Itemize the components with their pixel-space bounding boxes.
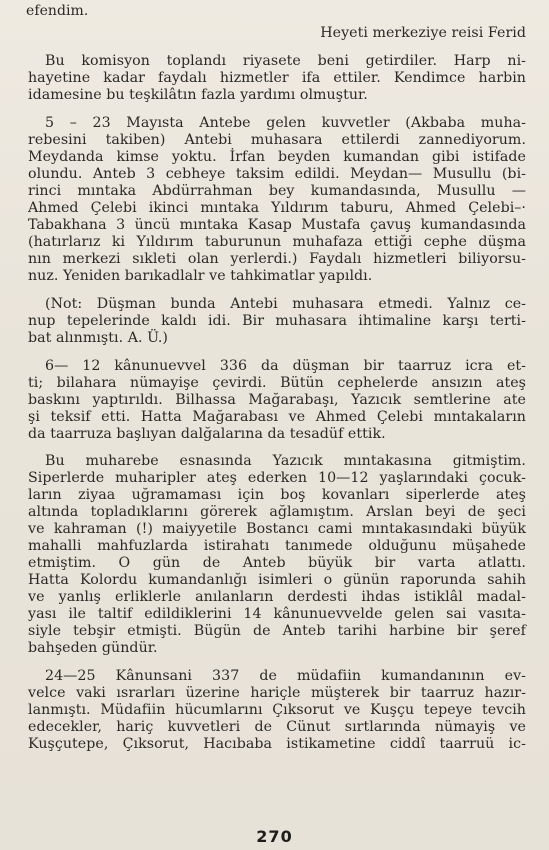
body-line: ti; bilahara nümayişe çevirdi. Bütün cephelerde ansızın ateş bbox=[28, 375, 526, 391]
signature-line: Heyeti merkeziye reisi Ferid bbox=[320, 25, 526, 41]
body-line: olundu. Anteb 3 cebheye taksim edildi. Meydan— Musullu (bi- bbox=[28, 166, 526, 182]
body-line: siyle tebşir etmişti. Bügün de Anteb tarihi harbine bir şeref bbox=[28, 623, 526, 639]
body-line: ların ziyaa uğramaması için boş kovanları siperlerde ateş bbox=[28, 487, 526, 503]
body-line: 6— 12 kânunuevvel 336 da düşman bir taarruz icra et- bbox=[45, 358, 526, 374]
body-line: 24—25 Kânunsani 337 de müdafiin kumandanının ev- bbox=[45, 668, 526, 684]
body-line: bahşeden gündür. bbox=[28, 640, 158, 656]
previous-page-ending: efendim. bbox=[26, 3, 89, 19]
body-line: hayetine kadar faydalı hizmetler ifa ettiler. Kendimce harbin bbox=[28, 70, 526, 86]
body-line: da taarruza başlıyan dalğalarına da tesadüf ettik. bbox=[28, 426, 386, 442]
body-line: (hatırlarız ki Yıldırım taburunun muhafaza ettiği cephe düşma bbox=[28, 234, 526, 250]
body-line: edecekler, hariç kuvvetleri de Cünut sırtlarında nümayiş ve bbox=[28, 719, 526, 735]
body-line: ve yanlış erliklerle anılanların derdesti ihdas istiklâl madal- bbox=[28, 589, 526, 605]
body-line: lanmıştı. Müdafiin hücumlarını Çıksorut ve Kuşçu tepeye tevcih bbox=[28, 702, 526, 718]
body-line: etmiştim. O gün de Anteb büyük bir varta atlattı. bbox=[28, 555, 526, 571]
body-line: ve kahraman (!) maiyyetile Bostancı cami mıntakasındaki büyük bbox=[28, 521, 526, 537]
body-line: nup tepelerinde kaldı idi. Bir muhasara ihtimaline karşı terti- bbox=[28, 313, 526, 329]
body-line: Ahmed Çelebi ikinci mıntaka Yıldırım taburu, Ahmed Çelebi–· bbox=[28, 200, 526, 216]
body-line: baskını yaptırıldı. Bilhassa Mağarabaşı, Yazıcık semtlerine ate bbox=[28, 392, 526, 408]
body-line: 5 – 23 Mayısta Antebe gelen kuvvetler (Akbaba muha- bbox=[45, 115, 526, 131]
body-line: altında topladıklarını görerek ağlamıştım. Arslan beyi de şeci bbox=[28, 504, 526, 520]
body-line: velce vaki ısrarları üzerine hariçle müşterek bir taarruz hazır- bbox=[28, 685, 526, 701]
body-line: bat alınmıştı. A. Ü.) bbox=[28, 330, 168, 346]
body-line: mahalli mahfuzlarda istirahatı tanımede olduğunu müşahede bbox=[28, 538, 526, 554]
body-line: Bu komisyon toplandı riyasete beni getirdiler. Harp ni- bbox=[45, 53, 526, 69]
body-line: idamesine bu teşkilâtın fazla yardımı olmuştur. bbox=[28, 87, 368, 103]
body-line: Kuşçutepe, Çıksorut, Hacıbaba istikametine ciddî taarruü ic- bbox=[28, 736, 526, 752]
body-line: Siperlerde muharipler ateş ederken 10—12 yaşlarındaki çocuk- bbox=[28, 470, 526, 486]
body-line: Bu muharebe esnasında Yazıcık mıntakasına gitmiştim. bbox=[45, 453, 526, 469]
body-line: Tabakhana 3 üncü mıntaka Kasap Mustafa çavuş kumandasında bbox=[28, 217, 526, 233]
body-line: Hatta Kolordu kumandanlığı isimleri o günün raporunda sahih bbox=[28, 572, 526, 588]
body-line: rebesini takiben) Antebi muhasara ettilerdi zannediyorum. bbox=[28, 132, 526, 148]
page-number: 270 bbox=[256, 827, 293, 846]
body-line: nın merkezi sıkleti olan yerlerdi.) Faydalı hizmetleri biliyorsu- bbox=[28, 251, 526, 267]
body-line: yası ile taltif edildiklerini 14 kânunuevvelde gelen sai vasıta- bbox=[28, 606, 526, 622]
body-line: (Not: Düşman bunda Antebi muhasara etmedi. Yalnız ce- bbox=[45, 296, 526, 312]
body-line: rinci mıntaka Abdürrahman bey kumandasında, Musullu — bbox=[28, 183, 526, 199]
body-line: nuz. Yeniden barıkadlalr ve tahkimatlar yapıldı. bbox=[28, 268, 373, 284]
body-line: Meydanda kimse yoktu. İrfan beyden kumandan gibi istifade bbox=[28, 149, 526, 165]
body-line: şi teksif etti. Hatta Mağarabası ve Ahmed Çelebi mıntakaların bbox=[28, 409, 526, 425]
